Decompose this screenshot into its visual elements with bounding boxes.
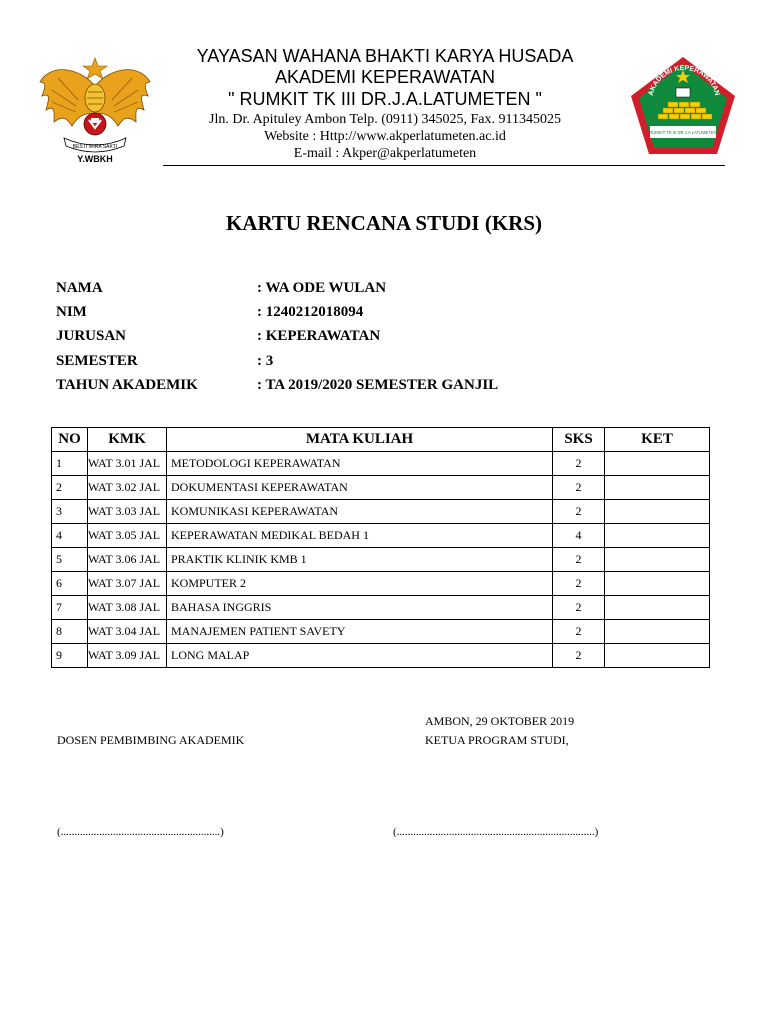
cell-mata-kuliah: METODOLOGI KEPERAWATAN [167,452,553,476]
cell-ket [605,452,710,476]
email-line: E-mail : Akper@akperlatumeten [293,146,477,161]
table-row [52,548,710,572]
value-semester: : 3 [257,353,274,369]
table-row [52,452,710,476]
cell-ket [605,476,710,500]
course-table [51,427,710,668]
cell-no: 9 [52,644,88,668]
cell-sks: 2 [553,644,605,668]
left-signature-line: (..........................................................) [57,826,224,838]
right-signatory-role: KETUA PROGRAM STUDI, [425,733,569,747]
cell-ket [605,500,710,524]
cell-kmk: WAT 3.04 JAL [88,620,167,644]
header-sks: SKS [553,428,605,452]
table-row [52,644,710,668]
logo-bottom-text: RUMKIT TK III DR.J.A LATUMETEN [649,130,717,135]
label-nim: NIM [56,304,87,320]
cell-no: 4 [52,524,88,548]
table-header-row [52,428,710,452]
cell-ket [605,596,710,620]
cell-ket [605,644,710,668]
value-jurusan: : KEPERAWATAN [257,328,381,344]
table-row [52,620,710,644]
value-tahun-akademik: : TA 2019/2020 SEMESTER GANJIL [257,377,499,393]
address-line: Jln. Dr. Apituley Ambon Telp. (0911) 345025, Fax. 911345025 [209,112,561,127]
table-row [52,524,710,548]
ywbkh-garuda-logo [38,56,153,166]
label-semester: SEMESTER [56,353,138,369]
cell-sks: 2 [553,452,605,476]
right-signature-line: (........................................................................) [393,826,599,838]
value-nim: : 1240212018094 [257,304,364,320]
cell-kmk: WAT 3.01 JAL [88,452,167,476]
cell-mata-kuliah: KOMPUTER 2 [167,572,553,596]
foundation-name: YAYASAN WAHANA BHAKTI KARYA HUSADA [196,46,574,66]
label-jurusan: JURUSAN [56,328,127,344]
cell-sks: 2 [553,548,605,572]
cell-mata-kuliah: KOMUNIKASI KEPERAWATAN [167,500,553,524]
document-title: KARTU RENCANA STUDI (KRS) [225,211,543,235]
cell-sks: 2 [553,476,605,500]
cell-ket [605,548,710,572]
cell-sks: 2 [553,500,605,524]
cell-kmk: WAT 3.03 JAL [88,500,167,524]
cell-kmk: WAT 3.09 JAL [88,644,167,668]
cell-no: 1 [52,452,88,476]
header-mata-kuliah: MATA KULIAH [167,428,553,452]
logo-caption: Y.WBKH [77,154,113,164]
left-signatory-role: DOSEN PEMBIMBING AKADEMIK [57,733,245,747]
header-divider [163,165,725,166]
header-no: NO [52,428,88,452]
cell-sks: 4 [553,524,605,548]
cell-sks: 2 [553,620,605,644]
logo-arc-text: AKADEMI KEPERAWATAN [647,64,721,97]
cell-mata-kuliah: BAHASA INGGRIS [167,596,553,620]
header-kmk: KMK [88,428,167,452]
cell-sks: 2 [553,596,605,620]
cell-mata-kuliah: PRAKTIK KLINIK KMB 1 [167,548,553,572]
table-row [52,500,710,524]
cell-no: 3 [52,500,88,524]
value-nama: : WA ODE WULAN [257,280,387,296]
akper-pentagon-logo [630,56,736,156]
cell-kmk: WAT 3.07 JAL [88,572,167,596]
cell-kmk: WAT 3.08 JAL [88,596,167,620]
cell-no: 7 [52,596,88,620]
label-nama: NAMA [56,280,103,296]
table-row [52,476,710,500]
cell-ket [605,572,710,596]
cell-kmk: WAT 3.05 JAL [88,524,167,548]
cell-kmk: WAT 3.02 JAL [88,476,167,500]
cell-no: 8 [52,620,88,644]
place-date: AMBON, 29 OKTOBER 2019 [425,714,575,728]
cell-ket [605,620,710,644]
cell-ket [605,524,710,548]
cell-mata-kuliah: DOKUMENTASI KEPERAWATAN [167,476,553,500]
cell-no: 2 [52,476,88,500]
cell-mata-kuliah: KEPERAWATAN MEDIKAL BEDAH 1 [167,524,553,548]
header-ket: KET [605,428,710,452]
cell-mata-kuliah: LONG MALAP [167,644,553,668]
table-row [52,572,710,596]
academy-name: AKADEMI KEPERAWATAN [274,67,496,87]
cell-no: 5 [52,548,88,572]
cell-sks: 2 [553,572,605,596]
table-row [52,596,710,620]
website-line: Website : Http://www.akperlatumeten.ac.id [264,129,506,144]
cell-kmk: WAT 3.06 JAL [88,548,167,572]
hospital-name: " RUMKIT TK III DR.J.A.LATUMETEN " [228,89,542,109]
logo-banner-text: BESTI WIRA SAKTI [72,144,118,150]
cell-no: 6 [52,572,88,596]
label-tahun-akademik: TAHUN AKADEMIK [56,377,198,393]
cell-mata-kuliah: MANAJEMEN PATIENT SAVETY [167,620,553,644]
